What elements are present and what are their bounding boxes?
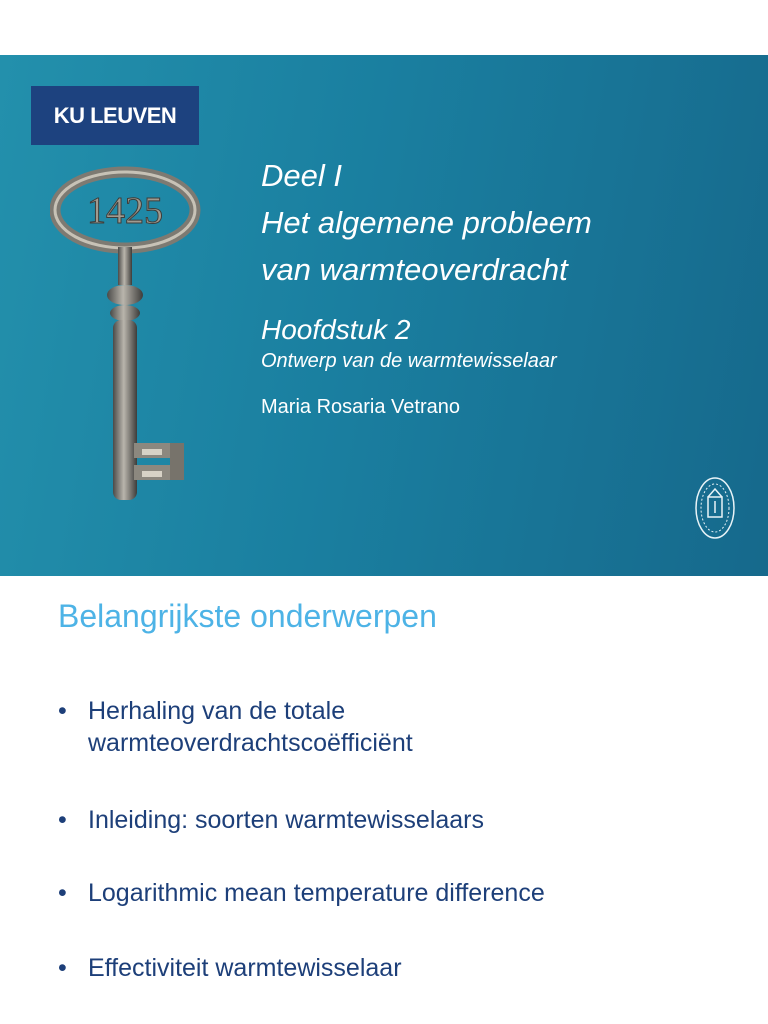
logo-text: KU LEUVEN (53, 102, 177, 128)
list-item (58, 695, 413, 759)
list-item-text: Herhaling van de totale (88, 697, 346, 725)
list-item (58, 877, 545, 909)
bullet-icon: • (58, 954, 67, 982)
author-name: Maria Rosaria Vetrano (261, 396, 460, 418)
bullet-icon: • (58, 697, 67, 725)
university-seal-icon (690, 473, 740, 543)
list-item-text: Inleiding: soorten warmtewisselaars (88, 806, 485, 834)
list-item-text: Logarithmic mean temperature difference (88, 879, 545, 907)
chapter-title: Hoofdstuk 2 (261, 314, 411, 345)
section-heading: Belangrijkste onderwerpen (58, 598, 437, 634)
chapter-subtitle: Ontwerp van de warmtewisselaar (261, 350, 557, 372)
title-line-3: van warmteoverdracht (261, 252, 568, 287)
list-item (58, 952, 402, 984)
bullet-icon: • (58, 879, 67, 907)
key-icon (50, 165, 210, 510)
key-engraving: 1425 (87, 190, 163, 232)
bullet-icon: • (58, 806, 67, 834)
title-banner (0, 55, 768, 576)
list-item-text: warmteoverdrachtscoëfficiënt (88, 729, 413, 757)
title-line-1: Deel I (261, 158, 342, 193)
list-item-text: Effectiviteit warmtewisselaar (88, 954, 402, 982)
title-block (261, 152, 592, 419)
list-item (58, 804, 484, 836)
title-line-2: Het algemene probleem (261, 205, 592, 240)
ku-leuven-logo (31, 86, 199, 145)
